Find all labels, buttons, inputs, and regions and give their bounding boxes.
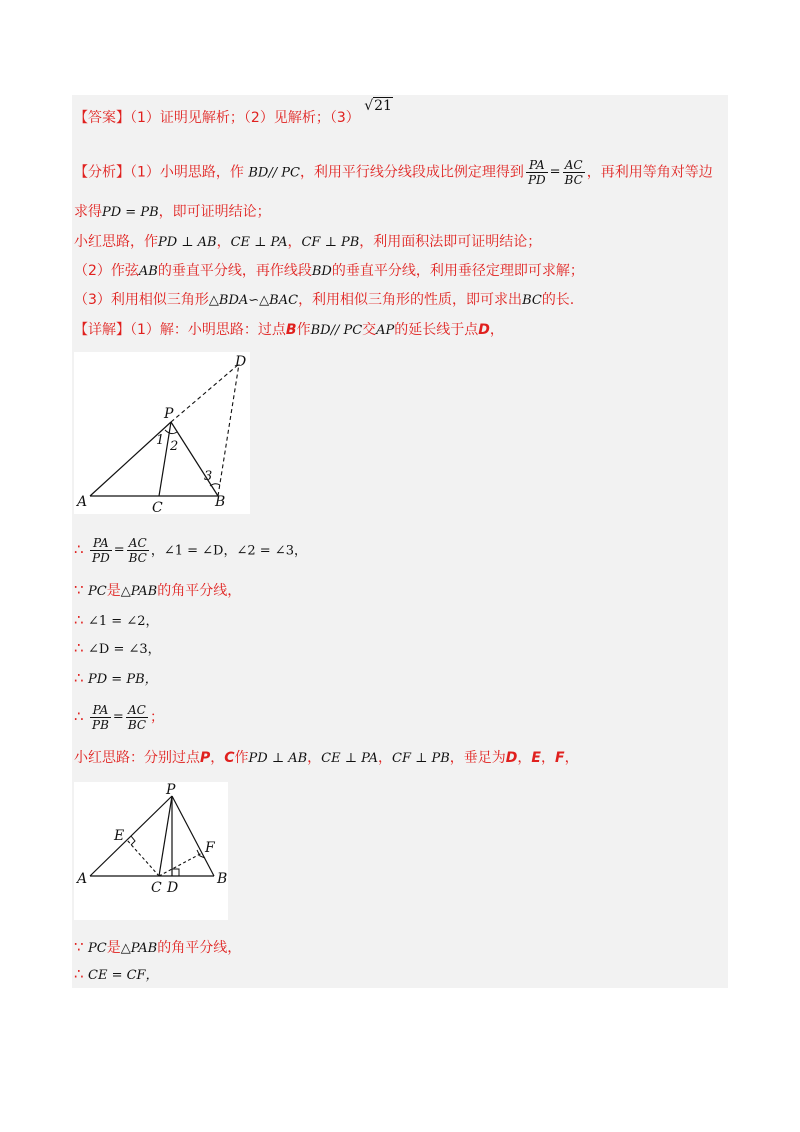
detail-text: （1）解：小明思路：过点 [130, 322, 286, 338]
label-angle-3: 3 [204, 469, 213, 484]
analysis-line-5 [74, 290, 574, 311]
step-text: 是 [106, 940, 121, 956]
analysis-text: 的垂直平分线，利用垂径定理即可求解； [331, 263, 584, 279]
label-angle-2: 2 [170, 439, 179, 454]
label-A: A [77, 494, 88, 510]
math-expr: BD// PC [310, 323, 363, 338]
label-C: C [152, 500, 163, 514]
fraction-numerator: AC [126, 703, 148, 718]
answer-text: （1）证明见解析；（2）见解析；（3） [130, 110, 360, 126]
step-line-1 [74, 536, 307, 565]
separator: ， [541, 750, 555, 766]
analysis-text: 小红思路，作 [74, 234, 158, 250]
separator: ， [216, 234, 231, 250]
step-line-3 [74, 610, 159, 632]
label-C: C [151, 880, 162, 896]
fraction-denominator: BC [564, 173, 583, 187]
math-expr: PD = PB [102, 205, 159, 220]
because-symbol: ∵ [74, 581, 84, 599]
math-expr: △PAB [120, 584, 158, 599]
fraction-numerator: PA [526, 158, 548, 173]
detail-line-1 [74, 320, 504, 341]
xiaohong-line [74, 748, 579, 769]
analysis-line-2 [74, 202, 271, 223]
separator: ， [378, 750, 393, 766]
separator: ， [210, 750, 225, 766]
right-angle-D [172, 869, 179, 876]
therefore-symbol: ∴ [74, 639, 84, 657]
step-line-5 [74, 668, 158, 690]
math-expr: PD ⊥ AB [248, 751, 308, 766]
therefore-symbol: ∴ [74, 965, 84, 983]
math-expr: CE = CF， [88, 968, 159, 983]
math-expr: PD ⊥ AB [158, 235, 217, 250]
point-label: F [555, 750, 565, 766]
figure-2-diagram [74, 782, 228, 920]
point-label: B [285, 322, 297, 338]
math-expr: PC [88, 941, 107, 956]
label-D: D [235, 354, 247, 370]
equals-sign: = [113, 542, 125, 558]
step-text: ，垂足为 [449, 750, 506, 766]
fraction-denominator: PD [527, 173, 546, 187]
answer-sqrt: √21 [364, 98, 392, 114]
fraction [526, 158, 548, 187]
segment-PD-dashed [171, 364, 239, 422]
fraction [90, 536, 112, 565]
analysis-text: ，即可证明结论； [158, 204, 271, 220]
therefore-symbol: ∴ [74, 611, 84, 629]
math-expr: CE ⊥ PA [321, 751, 379, 766]
therefore-symbol: ∴ [74, 540, 84, 559]
label-B: B [217, 871, 228, 887]
therefore-symbol: ∴ [74, 707, 84, 726]
point-label: D [505, 750, 518, 766]
right-angle-E [131, 836, 135, 845]
math-expr: ∠1 = ∠2， [88, 614, 159, 629]
label-angle-1: 1 [156, 433, 165, 448]
figure-2 [74, 782, 228, 920]
fraction-denominator: BC [128, 551, 147, 565]
separator: ， [307, 750, 322, 766]
equals-sign: = [112, 709, 124, 725]
math-expr: AB [138, 264, 158, 279]
step-line-2 [74, 580, 241, 602]
label-A: A [77, 871, 88, 887]
step-text: ； [150, 709, 165, 726]
separator: ， [287, 234, 302, 250]
fraction-denominator: BC [127, 718, 147, 732]
point-label: C [224, 750, 235, 766]
point-label: P [200, 750, 211, 766]
analysis-text: ，利用相似三角形的性质，即可求出 [298, 292, 523, 308]
step-text: 小红思路：分别过点 [74, 750, 200, 766]
fraction [126, 703, 148, 732]
point-label: D [478, 322, 490, 338]
step-text: 作 [234, 750, 249, 766]
label-E: E [114, 828, 125, 844]
math-expr: CE ⊥ PA [230, 235, 288, 250]
fraction-numerator: AC [563, 158, 585, 173]
figure-1-diagram [74, 352, 250, 514]
separator: ， [517, 750, 532, 766]
analysis-text: ，再利用等角对等边 [586, 164, 713, 181]
math-expr: BC [522, 293, 542, 308]
step-text: 的角平分线， [157, 583, 242, 599]
point-label: E [531, 750, 541, 766]
detail-tag: 【详解】 [74, 322, 130, 338]
math-expr: PD = PB， [88, 672, 158, 687]
segment-BD-dashed [218, 364, 239, 496]
analysis-tag: 【分析】 [74, 164, 130, 181]
segment-PB [172, 796, 214, 876]
label-P: P [166, 782, 176, 798]
label-F: F [205, 840, 215, 856]
analysis-text: ，利用平行线分线段成比例定理得到 [299, 164, 524, 181]
fraction-denominator: PB [92, 718, 109, 732]
math-expr: CF ⊥ PB [301, 235, 360, 250]
step-text: 的角平分线， [157, 940, 242, 956]
math-expr: ，∠1 = ∠D，∠2 = ∠3， [150, 543, 307, 559]
step2-line-1 [74, 937, 241, 959]
label-P: P [164, 406, 174, 422]
analysis-text: ，利用面积法即可证明结论； [359, 234, 542, 250]
fraction-denominator: PD [92, 551, 110, 565]
step2-line-2 [74, 964, 159, 986]
analysis-text: （2）作弦 [74, 263, 139, 279]
analysis-text: 的垂直平分线，再作线段 [157, 263, 312, 279]
step-line-4 [74, 638, 161, 660]
analysis-line-4 [74, 261, 584, 282]
math-expr: BD// PC [248, 165, 300, 181]
detail-text: 作 [296, 322, 311, 338]
fraction [90, 703, 111, 732]
fraction-numerator: AC [127, 536, 149, 551]
math-expr: ∠D = ∠3， [88, 642, 161, 657]
fraction [127, 536, 149, 565]
label-D: D [167, 880, 179, 896]
answer-tag: 【答案】 [74, 110, 130, 126]
math-expr: PC [88, 584, 107, 599]
math-expr: BD [311, 264, 332, 279]
angle-arc-P [165, 430, 177, 434]
analysis-text: 求得 [74, 204, 102, 220]
math-expr: △PAB [120, 941, 158, 956]
math-expr: AP [376, 323, 395, 338]
analysis-line-1 [74, 158, 713, 187]
detail-text: ， [489, 322, 504, 338]
analysis-line-3 [74, 232, 541, 253]
equals-sign: = [549, 164, 561, 180]
therefore-symbol: ∴ [74, 669, 84, 687]
fraction-numerator: PA [90, 703, 111, 718]
analysis-text: （1）小明思路，作 [130, 164, 244, 181]
answer-line [74, 98, 393, 128]
step-line-6 [74, 703, 164, 732]
math-expr: CF ⊥ PB [392, 751, 450, 766]
detail-text: 交 [362, 322, 377, 338]
because-symbol: ∵ [74, 938, 84, 956]
math-expr: △BDA∽△BAC [208, 293, 299, 308]
segment-CF-dashed [159, 853, 202, 876]
fraction-numerator: PA [90, 536, 112, 551]
label-B: B [215, 494, 226, 510]
analysis-text: （3）利用相似三角形 [74, 292, 209, 308]
answer-radicand: 21 [374, 98, 392, 114]
segment-PC [159, 796, 172, 876]
segment-CE-dashed [127, 840, 159, 876]
step-text: ， [564, 750, 579, 766]
step-text: 是 [106, 583, 121, 599]
figure-1 [74, 352, 250, 514]
detail-text: 的延长线于点 [394, 322, 479, 338]
fraction [563, 158, 585, 187]
analysis-text: 的长. [541, 292, 575, 308]
